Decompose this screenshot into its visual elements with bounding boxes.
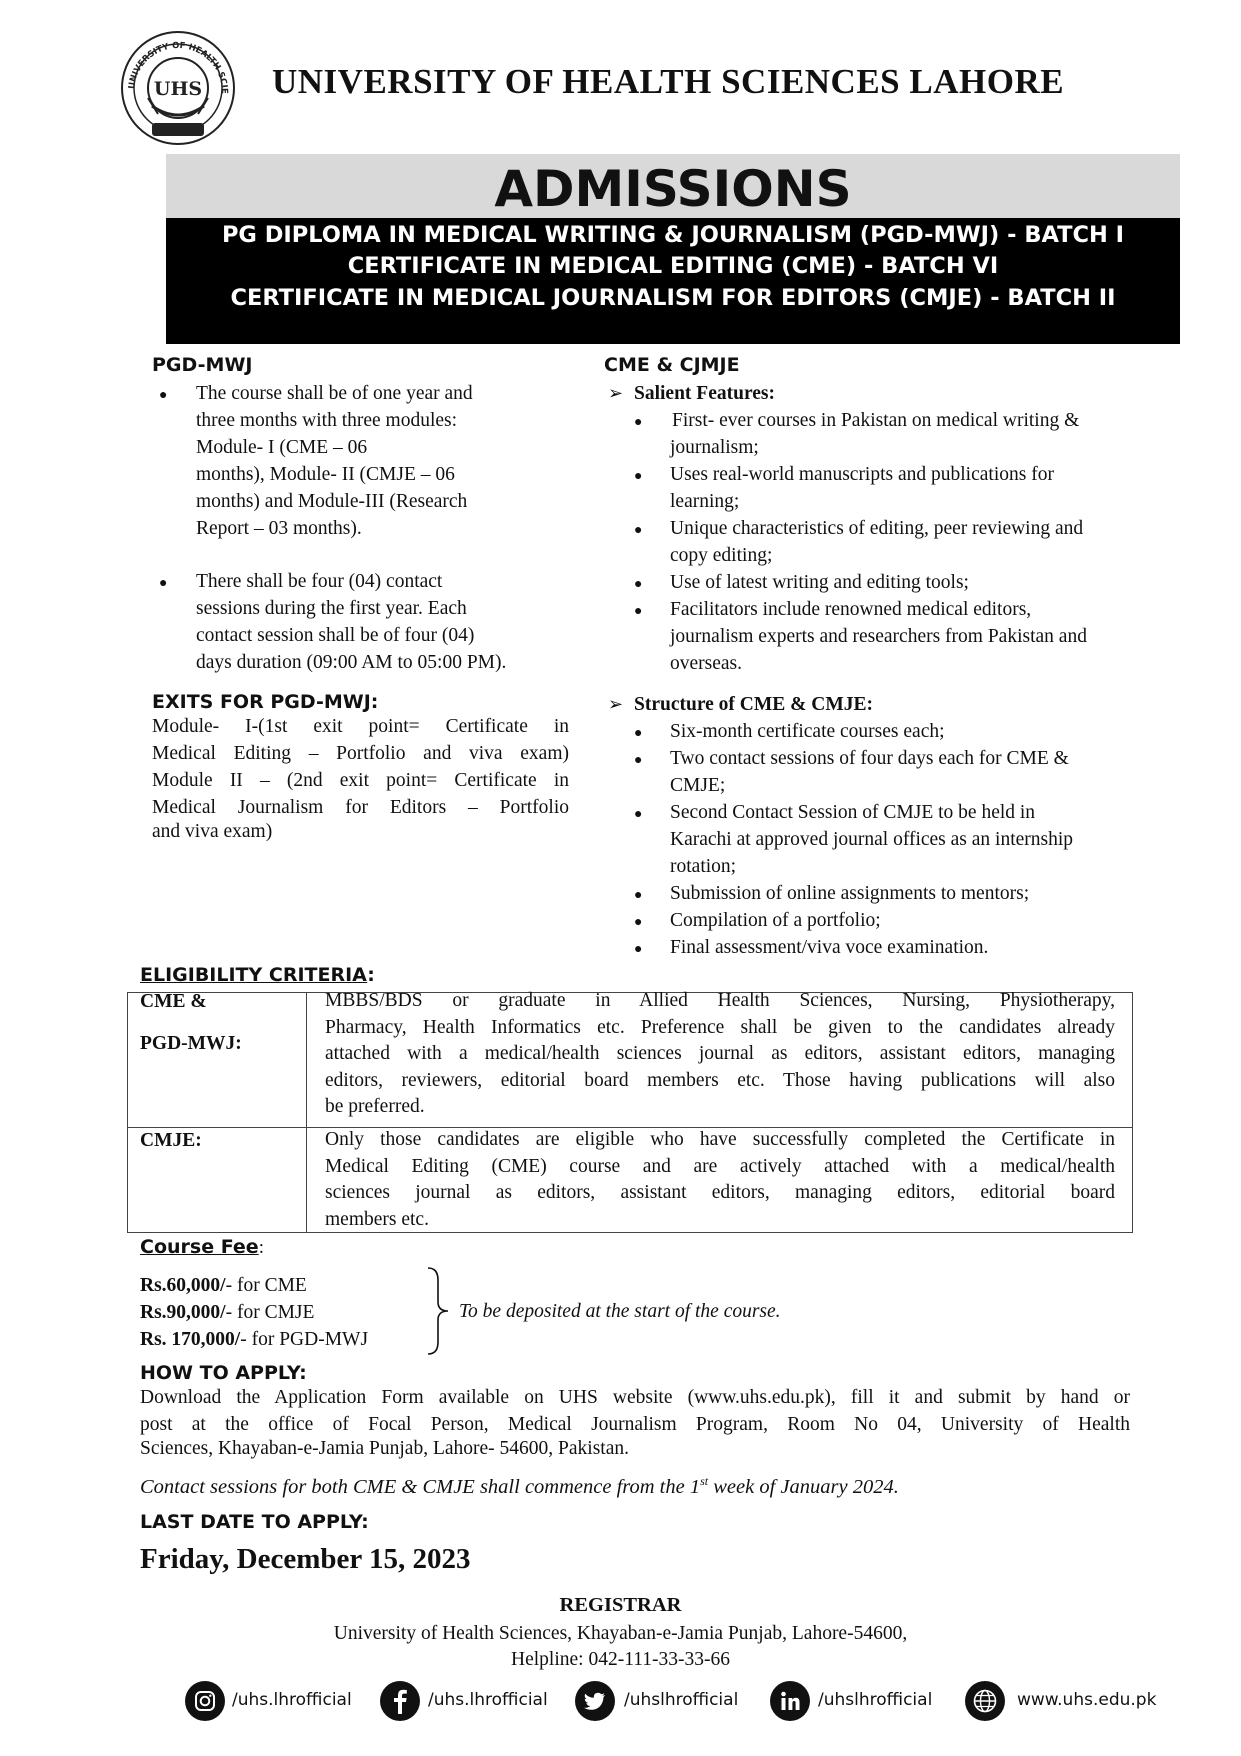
salient-heading: Salient Features: bbox=[634, 383, 775, 404]
social-handle[interactable]: /uhs.lhrofficial bbox=[232, 1690, 352, 1710]
salient-line: journalism experts and researchers from Pakistan and bbox=[670, 626, 1087, 647]
salient-line: overseas. bbox=[670, 653, 743, 674]
exits-line: Medical Editing – Portfolio and viva exam) bbox=[152, 743, 569, 764]
salient-line: Unique characteristics of editing, peer reviewing and bbox=[670, 518, 1084, 539]
pgd-bullet2-line: days duration (09:00 AM to 05:00 PM). bbox=[196, 652, 507, 673]
eligibility-line: Only those candidates are eligible who have successfully completed the Certificate in bbox=[325, 1129, 1115, 1150]
brace-icon bbox=[424, 1266, 454, 1361]
social-handle[interactable]: /uhslhrofficial bbox=[624, 1690, 739, 1710]
pgd-bullet1-line: three months with three modules: bbox=[196, 410, 458, 431]
structure-line: Two contact sessions of four days each for CME & bbox=[670, 748, 1069, 769]
registrar-address: University of Health Sciences, Khayaban-e-Jamia Punjab, Lahore-54600, bbox=[333, 1623, 908, 1644]
social-handle[interactable]: /uhs.lhrofficial bbox=[428, 1690, 548, 1710]
program-line: CERTIFICATE IN MEDICAL EDITING (CME) - BATCH VI bbox=[347, 253, 999, 279]
eligibility-line: Medical Editing (CME) course and are actively attached with a medical/health bbox=[325, 1155, 1115, 1177]
cme-heading: CME & CJMJE bbox=[604, 354, 740, 376]
globe-icon[interactable] bbox=[965, 1681, 1005, 1721]
registrar-helpline: Helpline: 042-111-33-33-66 bbox=[511, 1649, 730, 1670]
fee-item: Rs.90,000/- for CMJE bbox=[140, 1302, 315, 1323]
salient-line: Uses real-world manuscripts and publications for bbox=[670, 464, 1054, 485]
deadline-heading: LAST DATE TO APPLY: bbox=[140, 1511, 369, 1533]
fee-heading: Course Fee: bbox=[140, 1236, 264, 1258]
fee-item: Rs.60,000/- for CME bbox=[140, 1275, 307, 1296]
salient-line: Use of latest writing and editing tools; bbox=[670, 572, 969, 593]
arrow-icon: ➢ bbox=[608, 694, 624, 714]
program-line: PG DIPLOMA IN MEDICAL WRITING & JOURNALISM (PGD-MWJ) - BATCH I bbox=[221, 222, 1125, 248]
arrow-icon: ➢ bbox=[608, 383, 624, 403]
eligibility-line: members etc. bbox=[325, 1208, 429, 1230]
salient-line: journalism; bbox=[670, 437, 759, 458]
eligibility-line: be preferred. bbox=[325, 1096, 425, 1117]
instagram-icon[interactable] bbox=[185, 1681, 225, 1721]
exits-line: Module- I-(1st exit point= Certificate in bbox=[152, 716, 569, 737]
bullet-dot: ● bbox=[634, 577, 643, 592]
bullet-dot: ● bbox=[634, 915, 643, 930]
pgd-heading: PGD-MWJ bbox=[152, 354, 253, 376]
apply-line: Download the Application Form available on UHS website (www.uhs.edu.pk), fill it and submit by hand or bbox=[140, 1387, 1130, 1408]
eligibility-line: sciences journal as editors, assistant editors, managing editors, editorial board bbox=[325, 1182, 1115, 1203]
deadline-date: Friday, December 15, 2023 bbox=[140, 1543, 471, 1575]
svg-text:UHS: UHS bbox=[153, 78, 203, 100]
pgd-bullet1-line: Module- I (CME – 06 bbox=[196, 437, 368, 458]
bullet-dot: ● bbox=[634, 726, 643, 741]
programs-box bbox=[166, 218, 1180, 344]
uhs-logo bbox=[118, 28, 238, 148]
structure-line: CMJE; bbox=[670, 775, 726, 796]
bullet-dot: ● bbox=[634, 469, 643, 484]
pgd-bullet1-line: Report – 03 months). bbox=[196, 518, 362, 539]
contact-sessions-note: Contact sessions for both CME & CMJE shall commence from the 1st week of January 2024. bbox=[140, 1474, 899, 1498]
twitter-icon[interactable] bbox=[575, 1681, 615, 1721]
salient-line: learning; bbox=[670, 491, 740, 512]
linkedin-icon[interactable] bbox=[770, 1681, 810, 1721]
pgd-bullet2-line: sessions during the first year. Each bbox=[196, 598, 467, 619]
salient-line: copy editing; bbox=[670, 545, 773, 566]
eligibility-line: attached with a medical/health sciences journal as editors, assistant editors, managing bbox=[325, 1043, 1115, 1064]
salient-line: First- ever courses in Pakistan on medical writing & bbox=[672, 410, 1080, 431]
fee-item: Rs. 170,000/- for PGD-MWJ bbox=[140, 1329, 369, 1350]
exits-line: Module II – (2nd exit point= Certificate in bbox=[152, 770, 569, 791]
university-title: UNIVERSITY OF HEALTH SCIENCES LAHORE bbox=[272, 62, 1065, 101]
registrar-title: REGISTRAR bbox=[559, 1594, 682, 1616]
apply-heading: HOW TO APPLY: bbox=[140, 1362, 307, 1384]
bullet-dot: ● bbox=[634, 753, 643, 768]
structure-line: Submission of online assignments to mentors; bbox=[670, 883, 1030, 904]
structure-line: rotation; bbox=[670, 856, 737, 877]
admissions-title: ADMISSIONS bbox=[494, 160, 852, 218]
eligibility-label: PGD-MWJ: bbox=[140, 1033, 242, 1054]
apply-line: Sciences, Khayaban-e-Jamia Punjab, Lahore- 54600, Pakistan. bbox=[140, 1438, 629, 1459]
eligibility-heading: ELIGIBILITY CRITERIA: bbox=[140, 964, 375, 986]
svg-text:UNIVERSITY OF HEALTH SCIENCES: UNIVERSITY OF HEALTH SCIE bbox=[127, 40, 230, 95]
bullet-dot: ● bbox=[634, 807, 643, 822]
exits-line: Medical Journalism for Editors – Portfolio bbox=[152, 797, 569, 818]
social-handle[interactable]: /uhslhrofficial bbox=[818, 1690, 933, 1710]
eligibility-line: MBBS/BDS or graduate in Allied Health Sciences, Nursing, Physiotherapy, bbox=[325, 990, 1115, 1011]
pgd-bullet1-line: months), Module- II (CMJE – 06 bbox=[196, 464, 455, 485]
eligibility-row2-text bbox=[325, 1127, 1115, 1233]
program-line: CERTIFICATE IN MEDICAL JOURNALISM FOR EDITORS (CMJE) - BATCH II bbox=[230, 285, 1116, 311]
table-divider bbox=[306, 992, 307, 1233]
eligibility-line: Pharmacy, Health Informatics etc. Preference shall be given to the candidates already bbox=[325, 1016, 1115, 1038]
exits-line: and viva exam) bbox=[152, 821, 273, 842]
structure-heading: Structure of CME & CMJE: bbox=[634, 694, 874, 715]
bullet-dot: ● bbox=[159, 576, 168, 591]
structure-line: Karachi at approved journal offices as an internship bbox=[670, 829, 1074, 850]
eligibility-row1-text bbox=[325, 988, 1115, 1121]
structure-line: Compilation of a portfolio; bbox=[670, 910, 881, 931]
facebook-icon[interactable] bbox=[380, 1681, 420, 1721]
pgd-bullet1-line: months) and Module-III (Research bbox=[196, 491, 468, 512]
bullet-dot: ● bbox=[634, 888, 643, 903]
eligibility-line: editors, reviewers, editorial board members etc. Those having publications will also bbox=[325, 1069, 1115, 1091]
bullet-dot: ● bbox=[159, 388, 168, 403]
bullet-dot: ● bbox=[634, 415, 643, 430]
fee-note: To be deposited at the start of the course. bbox=[459, 1301, 781, 1322]
bullet-dot: ● bbox=[634, 523, 643, 538]
bullet-dot: ● bbox=[634, 604, 643, 619]
exits-heading: EXITS FOR PGD-MWJ: bbox=[152, 691, 379, 713]
structure-line: Final assessment/viva voce examination. bbox=[670, 937, 989, 958]
pgd-bullet1-line: The course shall be of one year and bbox=[196, 383, 473, 404]
social-handle[interactable]: www.uhs.edu.pk bbox=[1017, 1690, 1157, 1710]
structure-line: Second Contact Session of CMJE to be held in bbox=[670, 802, 1036, 823]
apply-line: post at the office of Focal Person, Medical Journalism Program, Room No 04, University of Health bbox=[140, 1414, 1130, 1435]
structure-line: Six-month certificate courses each; bbox=[670, 721, 945, 742]
pgd-bullet2-line: There shall be four (04) contact bbox=[196, 571, 443, 592]
eligibility-label: CME & bbox=[140, 991, 207, 1012]
pgd-bullet2-line: contact session shall be of four (04) bbox=[196, 625, 475, 646]
eligibility-label: CMJE: bbox=[140, 1130, 202, 1151]
salient-line: Facilitators include renowned medical editors, bbox=[670, 599, 1032, 620]
bullet-dot: ● bbox=[634, 942, 643, 957]
